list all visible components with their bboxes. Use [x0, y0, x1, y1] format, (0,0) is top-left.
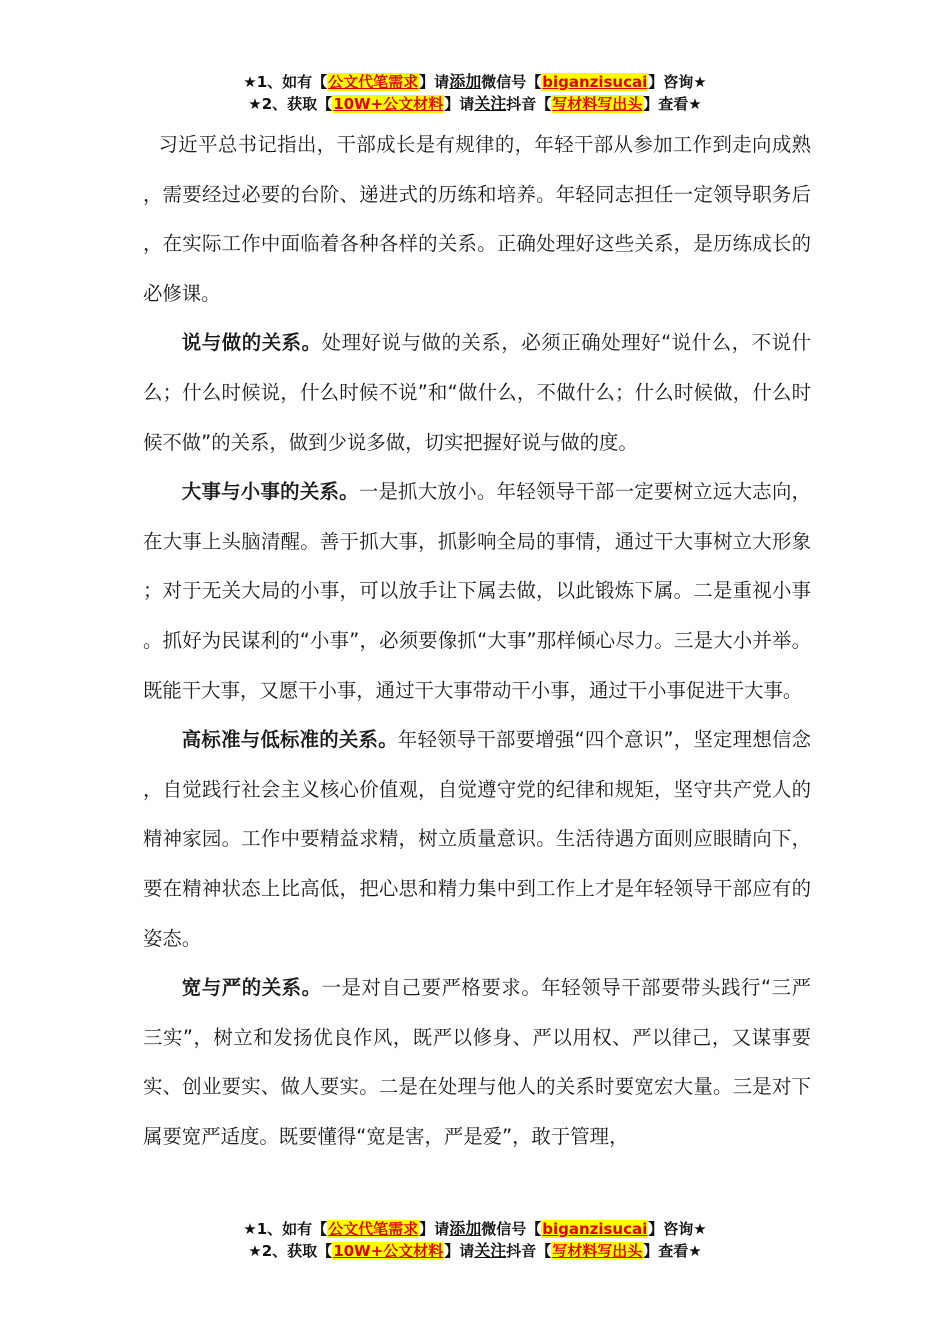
highlight-service: 公文代笔需求 [328, 73, 419, 91]
intro-paragraph: 习近平总书记指出，干部成长是有规律的，年轻干部从参加工作到走向成熟，需要经过必要的台阶、递进式的历练和培养。年轻同志担任一定领导职务后，在实际工作中面临着各种各样的关系。正确处理好这些关系，是历练成长的必修课。 [143, 133, 811, 305]
banner-text: 抖音【 [506, 1242, 552, 1260]
banner-text: 】查看★ [643, 1242, 702, 1260]
banner-text: 】咨询★ [648, 73, 707, 91]
banner-line-1 [0, 71, 950, 93]
banner-text: 】请 [444, 95, 475, 113]
section-paragraph [143, 715, 811, 963]
section-paragraph [143, 467, 811, 715]
section-heading: 大事与小事的关系。 [181, 480, 359, 504]
section-text: 年轻领导干部要增强“四个意识”，坚定理想信念，自觉践行社会主义核心价值观，自觉遵守党的纪律和规矩，坚守共产党人的精神家园。工作中要精益求精，树立质量意识。生活待遇方面则应眼睛向下，要在精神状态上比高低，把心思和精力集中到工作上才是年轻领导干部应有的姿态。 [143, 728, 811, 950]
emphasis-follow: 关注 [474, 1241, 507, 1260]
highlight-douyin-account: 写材料写出头 [552, 1242, 643, 1260]
banner-text: 】请 [419, 1220, 450, 1238]
section-paragraph [143, 963, 811, 1161]
emphasis-follow: 关注 [474, 94, 507, 113]
section-text: 一是抓大放小。年轻领导干部一定要树立远大志向，在大事上头脑清醒。善于抓大事，抓影响全局的事情，通过干大事树立大形象；对于无关大局的小事，可以放手让下属去做，以此锻炼下属。二是重视小事。抓好为民谋利的“小事”，必须要像抓“大事”那样倾心尽力。三是大小并举。既能干大事，又愿干小事，通过干大事带动干小事，通过干小事促进干大事。 [143, 480, 812, 702]
highlight-materials: 10W+公文材料 [333, 1242, 444, 1260]
banner-text: ★2、获取【 [248, 1242, 333, 1260]
highlight-douyin-account: 写材料写出头 [552, 95, 643, 113]
banner-text: 】请 [444, 1242, 475, 1260]
banner-text: 抖音【 [506, 95, 552, 113]
section-heading: 说与做的关系。 [181, 331, 322, 355]
banner-text: ★1、如有【 [243, 73, 328, 91]
section-paragraph [143, 318, 811, 467]
section-text: 处理好说与做的关系，必须正确处理好“说什么，不说什么；什么时候说，什么时候不说”和“做什么，不做什么；什么时候做，什么时候不做”的关系，做到少说多做，切实把握好说与做的度。 [143, 331, 812, 454]
emphasis-add: 添加 [449, 1219, 482, 1238]
banner-text: 】请 [419, 73, 450, 91]
highlight-wechat-id: biganzisucai [542, 73, 648, 91]
section-text: 一是对自己要严格要求。年轻领导干部要带头践行“三严三实”，树立和发扬优良作风，既严以修身、严以用权、严以律己，又谋事要实、创业要实、做人要实。二是在处理与他人的关系时要宽宏大量。三是对下属要宽严适度。既要懂得“宽是害，严是爱”，敢于管理， [143, 976, 812, 1148]
highlight-materials: 10W+公文材料 [333, 95, 444, 113]
banner-text: 微信号【 [481, 73, 542, 91]
banner-text: 微信号【 [481, 1220, 542, 1238]
banner-text: 】查看★ [643, 95, 702, 113]
section-heading: 宽与严的关系。 [181, 976, 322, 1000]
emphasis-add: 添加 [449, 72, 482, 91]
banner-line-2 [0, 1240, 950, 1262]
highlight-service: 公文代笔需求 [328, 1220, 419, 1238]
highlight-wechat-id: biganzisucai [542, 1220, 648, 1238]
header-banner [0, 71, 950, 115]
footer-banner [0, 1218, 950, 1262]
banner-line-1 [0, 1218, 950, 1240]
banner-line-2 [0, 93, 950, 115]
banner-text: 】咨询★ [648, 1220, 707, 1238]
section-heading: 高标准与低标准的关系。 [181, 728, 398, 752]
banner-text: ★1、如有【 [243, 1220, 328, 1238]
article-body [143, 120, 811, 1161]
banner-text: ★2、获取【 [248, 95, 333, 113]
